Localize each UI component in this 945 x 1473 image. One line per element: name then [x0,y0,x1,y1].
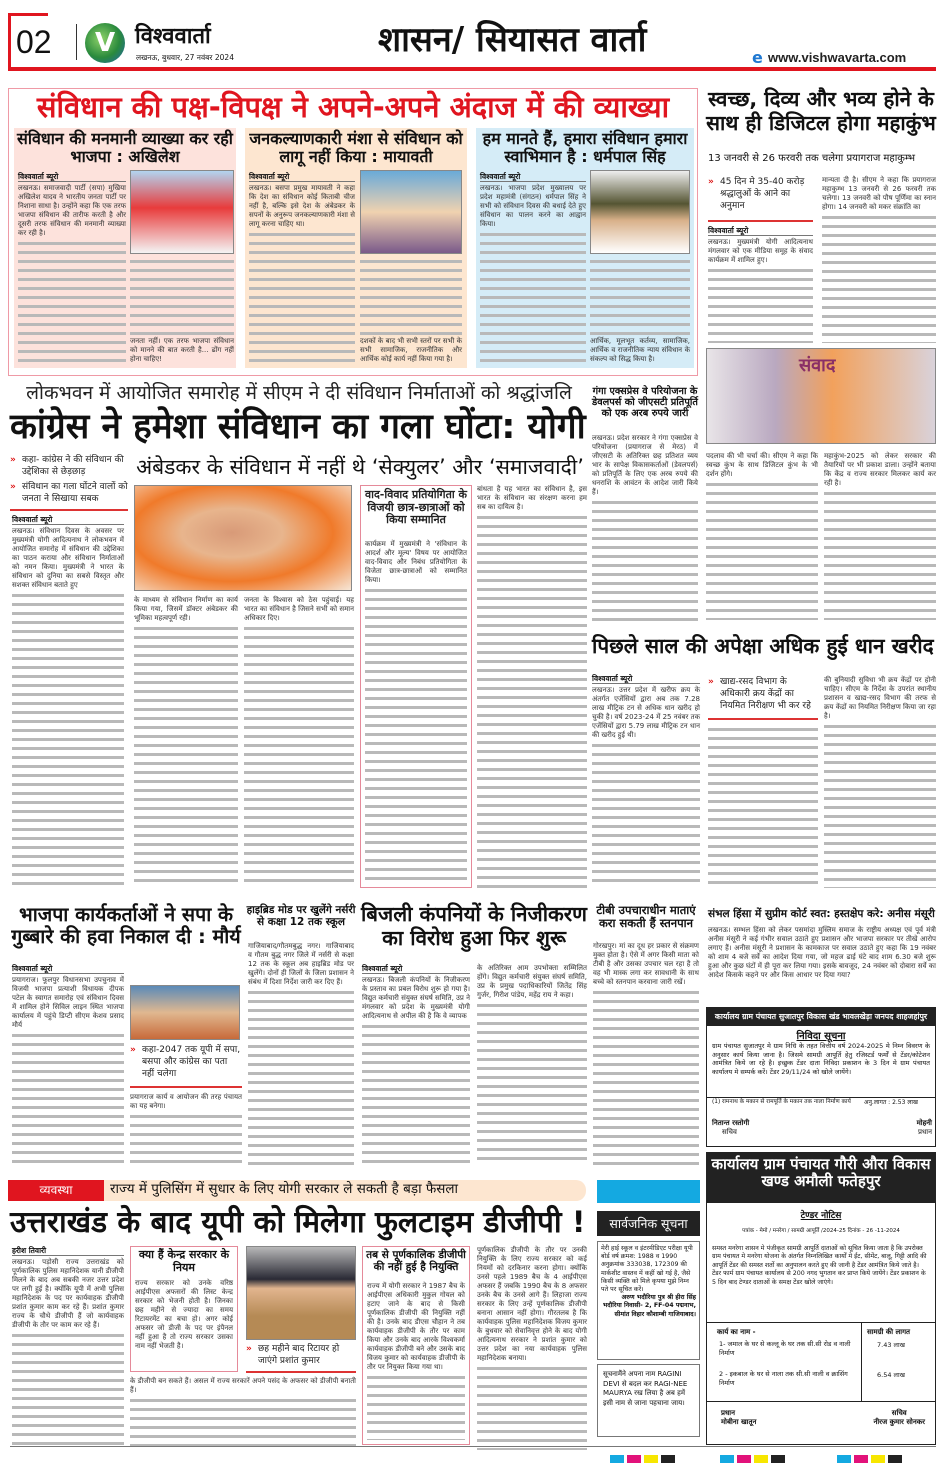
debate-inset-title: वाद-विवाद प्रतियोगिता के विजयी छात्र-छात्राओं को किया सम्मानित [364,488,468,527]
police-body: हरीश तिवारी लखनऊ। पड़ोसी राज्य उत्तराखंड को पूर्णकालिक पुलिस महानिदेशक यानी डीजीपी मिलने के बाद अब सबकी नजर उत्तर प्रदेश पर लगी हुई है। क्योंकि यूपी में अभी पुलिस महानिदेशक के पद पर कार्यवाहक डीजीपी प्रशांत कुमार काम कर रहे हैं। प्रशांत कुमार राज्य के चौथे डीजीपी हैं जो कार्यवाहक डीजीपी के तौर पर काम कर रहे हैं। [12,1246,124,1450]
police-body: पूर्णकालिक डीजीपी के तौर पर उनकी नियुक्ति के लिए राज्य सरकार को कई नियमों को दरकिनार करना होगा। क्योंकि उनसे पहले 1989 बैच के 4 आईपीएस अफसर हैं जबकि 1990 बैच के 8 अफसर उनके बैच के उनसे आगे हैं। लिहाजा राज्य सरकार के लिए उन्हें पूर्णकालिक डीजीपी बनाना आसान नहीं होगा। गौरतलब है कि कार्यवाहक पुलिस महानिदेशक विजय कुमार के बुधवार को सेवानिवृत्त होने के बाद योगी आदित्यनाथ सरकार ने प्रशांत कुमार को उत्तर प्रदेश का नया कार्यवाहक पुलिस महानिदेशक बनाया। [477,1246,587,1450]
kumbh-body: मान्यता दी है। सीएम ने कहा कि प्रयागराज महाकुम्भ 13 जनवरी से 26 फरवरी तक चलेगा। 13 जनवरी को पौष पूर्णिमा का स्नान होगा। 14 जनवरी को मकर संक्रांति का [822,176,936,343]
chevron-icon: » [246,1344,252,1354]
dgp-inset-body: राज्य में योगी सरकार ने 1987 बैच के आईपीएस अधिकारी मुकुल गोयल को हटाए जाने के बाद से किसी पूर्णकालिक डीजीपी की नियुक्ति नहीं की है। उनके बाद डीएस चौहान ने तब कार्यवाहक डीजीपी के तौर पर काम किया और उनके बाद आरके विश्वकर्मा कार्यवाहक डीजीपी बने और उसके बाद विजय कुमार को कार्यवाहक डीजीपी के तौर पर नियुक्त किया गया था। [367,1282,465,1440]
story-title: जनकल्याणकारी मंशा से संविधान को लागू नहीं किया : मायावती [249,129,463,167]
kumbh-bullet: » 45 दिन मे 35-40 करोड़ श्रद्धालुओं के आने का अनुमान [708,176,813,222]
story-body: विश्ववार्ता ब्यूरो लखनऊ। समाजवादी पार्टी (सपा) मुखिया अखिलेश यादव ने भारतीय जनता पार्टी पर निशाना साधा है। उन्होंने कहा कि एक तरफ भाजपा संविधान की तारीफ करती है और दूसरी तरफ संविधान की मनमानी व्याख्या कर रही है। [18,172,126,365]
logo-icon: V [85,23,125,63]
lead-body: जनता के विश्वास को ठेस पहुंचाई। यह भारत का संविधान है जिसने सभी को समान अधिकार दिए। [244,596,354,888]
story-body: दशकों के बाद भी सभी स्तरों पर सभी के सभी सामाजिक, राजनीतिक और आर्थिक कोई कार्य नहीं किया गया है। [360,258,462,366]
color-bar [837,1455,902,1463]
lead-subhead: अंबेडकर के संविधान में नहीं थे ‘सेक्युलर’ और ‘समाजवादी’ [136,455,584,479]
divider [76,24,77,60]
notice-box: सूचनामैंने अपना नाम RAGINI DEVI से बदल कर RAGI-NEE MAURYA रख लिया है अब हमें इसी नाम से जाना पहचाना जाय। [597,1364,700,1437]
ganga-headline: गंगा एक्सप्रेस वे परियोजना के डेवलपर्स को जीएसटी प्रतिपूर्ति को एक अरब रुपये जारी [591,386,698,420]
lead-body: बांधता है यह भारत का संविधान है, इस भारत के संविधान का संरक्षण करना हम सब का दायित्व है। [477,485,587,888]
table-cell: 7.43 लाख [877,1341,905,1349]
ad2-table [707,1322,935,1442]
power-headline: बिजली कंपनियों के निजीकरण का विरोध हुआ फिर शुरू [360,902,588,950]
debate-inset-body: कार्यक्रम में मुख्यमंत्री ने 'संविधान के आदर्श और मूल्य' विषय पर आयोजित वाद-विवाद और निबंध प्रतियोगिता के विजेता छात्र-छात्राओं को सम्मानित किया। [365,540,467,883]
table-cell: 2 - इकबाल के घर से नाला तक सी.सी नाली व क्रासिंग निर्माण [719,1370,848,1387]
color-bar [610,1455,675,1463]
kumbh-body: महाकुंभ-2025 को लेकर सरकार की तैयारियों पर भी प्रकाश डाला। उन्होंने बताया कि केंद्र व राज्य सरकार मिलकर कार्य कर रही है। [824,452,936,620]
kumbh-headline: स्वच्छ, दिव्य और भव्य होने के साथ ही डिजिटल होगा महाकुंभ [706,87,936,135]
akhilesh-photo [130,170,234,254]
sambhal-headline: संभल हिंसा में सुप्रीम कोर्ट स्वत: हस्तक्षेप करे: अनीस मंसूरी [708,908,935,920]
kumbh-body: विश्ववार्ता ब्यूरो लखनऊ। मुख्यमंत्री योगी आदित्यनाथ मंगलवार को एक मीडिया समूह के संवाद कार्यक्रम में शामिल हुए। [708,226,813,343]
ganga-body: लखनऊ। प्रदेश सरकार ने गंगा एक्सप्रेस वे परियोजना (प्रयागराज से मेरठ) में जीएसटी के अतिरिक्त छह प्रतिशत व्यय भार के सापेक्ष विकासकर्ताओं (डेवलपर्स) को प्रतिपूर्ति के लिए एक अरब रुपये की धनराशि के आवंटन के आदेश जारी किये हैं। [592,434,698,622]
paddy-body: की बुनियादी सुविधा भी क्रय केंद्रों पर होनी चाहिए। सीएम के निर्देश के उपरांत स्थानीय प्रशासन व खाद्य-रसद विभाग की तरफ से क्रय केंद्रों का नियमित निरीक्षण किया जा रहा है। [824,676,936,888]
ad2-title: टेण्डर नोटिस [800,1211,842,1221]
blue-block [597,1180,700,1203]
maurya-photo [130,985,240,1040]
lead-body: विश्ववार्ता ब्यूरो लखनऊ। संविधान दिवस के अवसर पर मुख्यमंत्री योगी आदित्यनाथ ने लोकभवन में आयोजित समारोह में संविधान की उद्देशिका का पाठन कराया और संविधान निर्माताओं को नमन किया। मुख्यमंत्री ने भारत के संविधान को दुनिया का सबसे विस्तृत और सशक्त संविधान बताते हुए [12,515,124,888]
dgp-photo [246,1246,356,1340]
lead-kicker: लोकभवन में आयोजित समारोह में सीएम ने दी संविधान निर्माताओं को श्रद्धांजलि [26,382,572,404]
story-body: जनता नहीं। एक तरफ भाजपा संविधान को मानने की बात करती है... ढोंग नहीं होना चाहिए! [130,258,234,366]
dateline: लखनऊ, बुधवार, 27 नवंबर 2024 [136,53,234,62]
rules-inset-body: राज्य सरकार को उनके वरिष्ठ आईपीएस अफसरों की लिस्ट केन्द्र सरकार को भेजनी होती है। जिनका छह महीने से ज्यादा का समय रिटायरमेंट का बचा हो। अगर कोई अफसर जो डीजी के पद पर इंपैनल नहीं हुआ है तो राज्य सरकार उसका नाम नहीं भेजती है। [135,1279,233,1350]
ad-header: कार्यालय ग्राम पंचायत सुजातपुर विकास खंड भावलखेड़ा जनपद शाहजहांपुर [707,1008,935,1026]
paddy-headline: पिछले साल की अपेक्षा अधिक हुई धान खरीद [592,634,934,658]
kumbh-subtitle: 13 जनवरी से 26 फरवरी तक चलेगा प्रयागराज महाकुम्भ [708,153,916,164]
dgp-bullet: » छह महीने बाद रिटायर हो जाएंगे प्रशांत कुमार [246,1343,356,1373]
globe-icon: e [752,48,763,67]
top-headline: संविधान की पक्ष-विपक्ष ने अपने-अपने अंदाज में की व्याख्या [36,90,670,124]
ad-cost: अनु.लागत : 2.53 लाख [864,1099,918,1106]
hybrid-body: गाजियाबाद/गौतमबुद्ध नगर। गाजियाबाद व गौतम बुद्ध नगर जिले में नर्सरी से कक्षा 12 तक के स्कूल अब हाइब्रिड मोड पर खुलेंगे। दोनों ही जिलों के जिला प्रशासन ने संबंध में दिशा निर्देश जारी कर दिए हैं। [248,942,354,1166]
footer-rule [10,1446,936,1447]
lead-body: के माध्यम से संविधान निर्माण का कार्य किया गया, जिसमें डॉक्टर अंबेडकर की भूमिका महत्वपूर्ण रही। [134,596,238,888]
website-link[interactable]: www.vishwavarta.com [768,50,907,65]
power-body: विश्ववार्ता ब्यूरो लखनऊ। बिजली कंपनियों के निजीकरण के प्रस्ताव का प्रबल विरोध शुरू हो गया है। विद्युत कर्मचारी संयुक्त संघर्ष समिति, उप्र ने मंगलवार को प्रदेश के मुख्यमंत्री योगी आदित्यनाथ से अपील की है कि वे व्यापक [362,964,470,1166]
maurya-body: विश्ववार्ता ब्यूरो प्रयागराज। फूलपुर विधानसभा उपचुनाव में विजयी भाजपा प्रत्याशी विधायक दीपक पटेल के स्वागत समारोह एवं संविधान दिवस में शामिल होने सिविल लाइन स्थित भाजपा कार्यालय में पहुंचे डिप्टी सीएम केशव प्रसाद मौर्य [12,964,124,1166]
sambhal-body: लखनऊ। सम्भल हिंसा को लेकर पसमांदा मुस्लिम समाज के राष्ट्रीय अध्यक्ष एवं पूर्व मंत्री अनीस मंसूरी ने कई गंभीर सवाल उठाते हुए प्रशासन और भाजपा सरकार पर तीखे आरोप लगाए हैं। अनीस मंसूरी ने प्रशासन के कामकाज पर सवाल उठाते हुए कहा कि 19 नवंबर को शाम 4 बजे सर्वे का आदेश दिया गया, जो महज ढाई घंटे बाद शाम 6.30 बजे शुरू हुआ और कुछ घंटों में ही पूरा कर लिया गया। इसके बावजूद, 24 नवंबर को दोबारा सर्वे का आदेश किसके कहने पर और किस आधार पर दिया गया? [708,926,936,979]
ad2-sign: सचिव नीरज कुमार सोनकर [873,1409,925,1426]
ad-work: (1) रामनाथ के मकान से रामपूर्ति के मकान तक नाला निर्माण कार्य [712,1099,851,1105]
chevron-icon: » [130,1045,136,1055]
mayawati-photo [360,170,462,254]
ad2-sign: प्रधान मोबीना खातून [721,1409,757,1426]
chevron-icon: » [10,482,16,492]
masthead-frame [8,13,48,16]
paddy-body [708,726,818,888]
table-cell: 6.54 लाख [877,1371,905,1379]
maurya-bullet: » कहा-2047 तक यूपी में सपा, बसपा और कांग्रेस का पता नहीं चलेगा [130,1044,242,1088]
strap-text: राज्य में पुलिसिंग में सुधार के लिए योगी सरकार ले सकती है बड़ा फैसला [110,1181,459,1197]
photo-banner-text: संवाद [799,355,836,376]
color-bar [720,1455,785,1463]
power-body: के अतिरिक्त आम उपभोक्ता सम्मिलित होंगे। विद्युत कर्मचारी संयुक्त संघर्ष समिति, उप्र के प्रमुख पदाधिकारियों जितेंद्र सिंह गुर्जर, गिरीश पांडेय, महेंद्र राय ने कहा। [477,964,587,1166]
chevron-icon: » [708,677,714,687]
ad-title: निविदा सूचना [796,1031,846,1042]
brand-name: विश्ववार्ता [135,24,211,49]
rules-inset-title: क्या हैं केन्द्र सरकार के नियम [138,1248,230,1274]
story-body: विश्ववार्ता ब्यूरो लखनऊ। भाजपा प्रदेश मुख्यालय पर प्रदेश महामंत्री (संगठन) धर्मपाल सिंह ने सभी को संविधान दिवस की बधाई देते हुए संविधान का पालन करने का आह्वान किया। [480,172,586,365]
lead-headline: कांग्रेस ने हमेशा संविधान का गला घोंटा: योगी [10,407,586,447]
dharmpal-photo [590,170,690,254]
ad-body: ग्राम पंचायत सुजातपुर मे ग्राम निधि के तहत वित्तीय वर्ष 2024-2025 मे निम्न विवरण के अनुसार कार्य किया जाना है। जिसमे सामग्री आपूर्ति हेतु रजिस्टर्ड फर्मों से टेंडर/कोटेशन आमंत्रित किये जा रहे है। इच्छुक टेंडर दाता निविदा प्रकाशन के 3 दिन मे ग्राम पंचायत कार्यालय मे सम्पर्क करें। टेंडर 29/11/24 को खोले जायेंगे। [712,1042,930,1076]
story-body: विश्ववार्ता ब्यूरो लखनऊ। बसपा प्रमुख मायावती ने कहा कि देश का संविधान कोई किताबी चीज नहीं है, बल्कि इसे देश के अंबेडकर के सपनों के अनुरूप जनकल्याणकारी मंशा से लागू करना चाहिए था। [249,172,355,365]
masthead-frame-left [8,13,11,71]
ad-sign: नितान्त रस्तोगी सचिव [712,1119,750,1136]
masthead-rule [8,67,936,71]
paddy-body: विश्ववार्ता ब्यूरो लखनऊ। उत्तर प्रदेश में खरीफ क्रय के अंतर्गत एजेंसियों द्वारा अब तक 7.28 लाख मीट्रिक टन से अधिक धान खरीद हो चुकी है। वर्ष 2023-24 में 25 नवंबर तक एजेंसियों द्वारा 5.79 लाख मीट्रिक टन धान की खरीद हुई थी। [592,674,700,888]
police-headline: उत्तराखंड के बाद यूपी को मिलेगा फुलटाइम डीजीपी ! [10,1205,586,1240]
chevron-icon: » [10,455,16,465]
kumbh-event-photo [706,348,936,444]
section-title: शासन/ सियासत वार्ता [378,20,647,60]
story-body: आर्थिक, मूलभूत कर्तव्य, सामाजिक, आर्थिक व राजनीतिक न्याय संविधान के संकल्प को सिद्ध किया है। [590,258,690,366]
story-title: हम मानते हैं, हमारा संविधान हमारा स्वाभिमान है : धर्मपाल सिंह [482,129,688,167]
page-number: 02 [16,24,52,60]
paddy-bullet: » खाद्य-रसद विभाग के अधिकारी क्रय केंद्रों का नियमित निरीक्षण भी कर रहे [708,676,818,720]
ad-rule [707,1097,935,1098]
kumbh-body: पदलाव की भी चर्चा की। सीएम ने कहा कि स्वच्छ कुंभ के साथ डिजिटल कुंभ के भी दर्शन होंगे। [706,452,818,620]
col-header: कार्य का नाम - [717,1328,756,1336]
maurya-body: प्रयागराज कार्य व आयोजन की तरह पंचायत का यह बनेगा। [130,1093,242,1166]
ad-sign: मोहनी प्रधान [916,1119,932,1136]
yogi-photo [134,485,352,591]
col-header: सामग्री की लागत [867,1328,911,1336]
tb-headline: टीबी उपचाराधीन माताएं करा सकती हैं स्तनपान [596,903,696,931]
section-tag: व्यवस्था [8,1180,104,1201]
lead-bullet: » संविधान का गला घोंटने वालों को जनता ने सिखाया सबक [10,481,128,511]
ad2-ref: पत्रांक - मेमो / मनरेगा / सामग्री आपूर्ति /2024-25 दिनांक - 26 -11-2024 [742,1228,900,1234]
table-cell: 1- जमाल के घर से कल्लू के घर तक सी.सी रोड व नाली निर्माण [719,1340,851,1357]
ad2-header: कार्यालय ग्राम पंचायत गौरी औरा विकास खण्ड अमौली फतेहपुर [707,1153,935,1203]
chevron-icon: » [708,177,714,187]
police-body: के डीजीपी बन सकते हैं। असल में राज्य सरकारें अपने पसंद के अफसर को डीजीपी बनाती हैं। [130,1377,356,1450]
notice-box: मेरी हाई स्कूल व इंटरमीडिएट परीक्षा यूपी बोर्ड वर्ष क्रमश: 1988 व 1990 अनुक्रमांक 333038, 172309 की मार्कशीट वास्तव में कहीं खो गई है, जैसे किसी व्यक्ति को मिले कृपया मुझे निम्न पते पर सूचित करें। अरुण भदौरिया पुत्र श्री हीरा सिंह भदौरिया निवासी- 2, FF-04 पद्मनाभ, सीमांत विहार कौशाम्बी गाजियाबाद। [597,1241,700,1360]
lead-bullet: » कहा- कांग्रेस ने की संविधान की उद्देशिका से छेड़छाड़ [10,455,124,477]
dgp-inset-title: तब से पूर्णकालिक डीजीपी की नहीं हुई है नियुक्ति [366,1249,466,1274]
notices-title: सार्वजनिक सूचना [597,1211,700,1236]
hybrid-headline: हाइब्रिड मोड पर खुलेंगे नर्सरी से कक्षा 12 तक स्कूल [246,904,356,929]
tb-body: गोरखपुर। मां का दूध हर प्रकार से संक्रमण मुक्त होता है। ऐसे में अगर किसी माता को टीबी है और उसका उपचार चल रहा है तो वह भी मास्क लगा कर सावधानी के साथ बच्चे को स्तनपान करवाना जारी रखें। [593,942,699,1166]
story-title: संविधान की मनमानी व्याख्या कर रही भाजपा : अखिलेश [17,129,233,167]
ad2-body: समस्त मनरेगा शासन मे पंजीकृत सामग्री आपूर्ति दाताओं को सूचित किया जाता है कि उपरोक्त ग्राम पंचायत मे मनरेगा योजना के अंतर्गत निम्नलिखित कार्यों मे ईंट, सीमेंट, बालू, गिट्टी आदि की आपूर्ति टेंडर की समस्त शर्तो का अनुपालन करते हुए की जानी है टेंडर आमंत्रित किये जाते है। टेंडर फार्म ग्राम पंचायत कार्यालय से 200 नगद भुगतान कर प्राप्त किये जायेंगे। टेंडर प्रकाशन के 5 दिन बाद टेण्डर दाताओं के समक्ष टेंडर खोले जाएंगे। [712,1245,927,1286]
maurya-headline: भाजपा कार्यकर्ताओं ने सपा के गुब्बारे की हवा निकाल दी : मौर्य [11,903,241,949]
